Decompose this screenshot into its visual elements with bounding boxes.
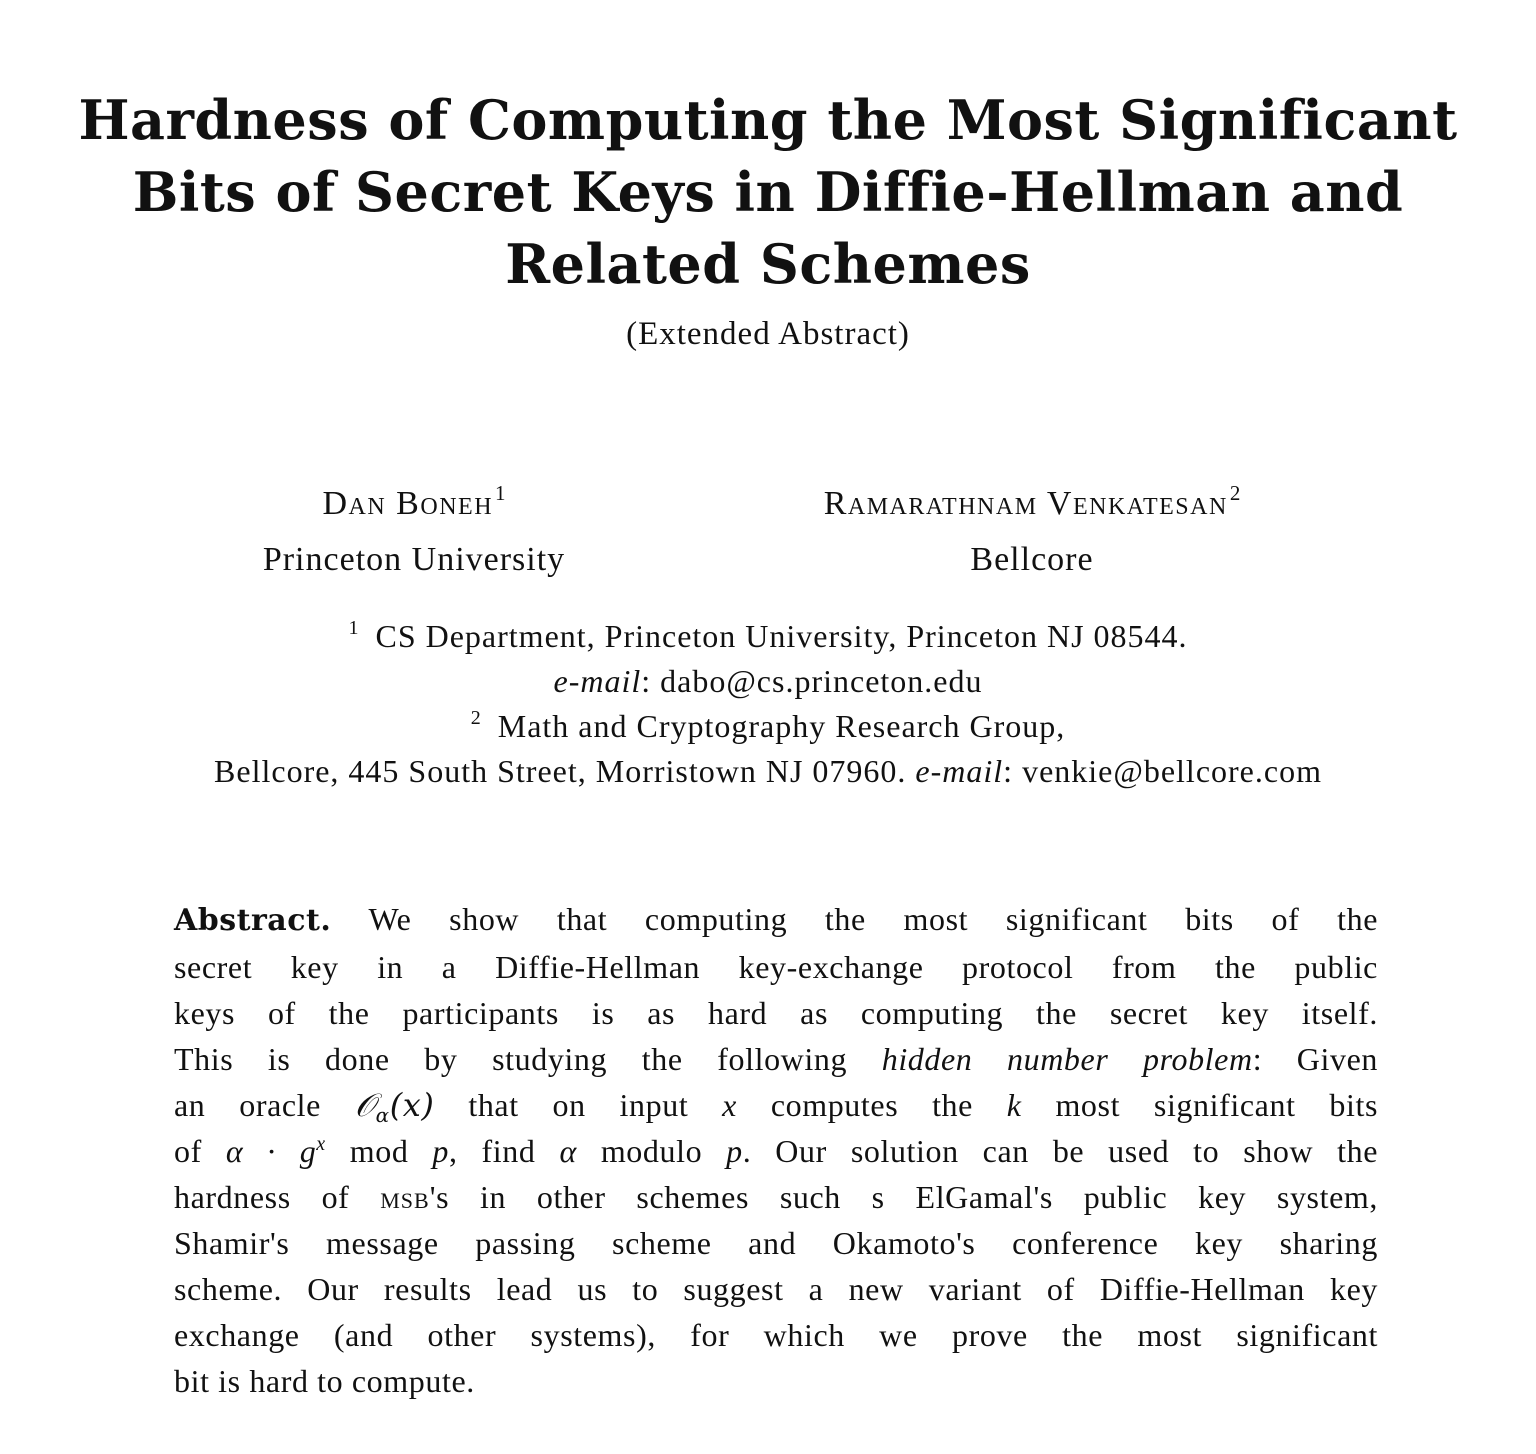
abstract-heading: Abstract.: [174, 903, 332, 938]
title-line: Hardness of Computing the Most Significant: [78, 88, 1458, 152]
abstract-line: bit is hard to compute.: [174, 1363, 475, 1399]
abstract-line: hardness of msb's in other schemes such s ElGamal's public key system,: [174, 1179, 1378, 1215]
author-footnote-mark: 1: [495, 481, 506, 505]
footnote-1-email: [60, 659, 1476, 704]
footnote-mark: 1: [348, 617, 360, 639]
abstract-line: keys of the participants is as hard as computing the secret key itself.: [174, 995, 1378, 1031]
author-block: [214, 476, 614, 588]
paper-subtitle: (Extended Abstract): [626, 316, 910, 352]
email-label: e-mail: [915, 753, 1004, 789]
author-affiliation: Princeton University: [262, 541, 566, 578]
math-expression: $\alpha \cdot g^x$: [225, 1133, 326, 1169]
term-hidden-number-problem: hidden number problem: [881, 1041, 1253, 1077]
title-line: Bits of Secret Keys in Diffie-Hellman and: [132, 160, 1404, 224]
abstract: [174, 896, 1378, 1404]
abstract-line: scheme. Our results lead us to suggest a new variant of Diffie-Hellman key: [174, 1271, 1378, 1307]
author-affiliation: Bellcore: [970, 541, 1094, 578]
acronym-msb: msb: [380, 1179, 430, 1215]
email-address: : venkie@bellcore.com: [1003, 753, 1322, 789]
paper-title: [70, 84, 1466, 300]
author-footnote-mark: 2: [1229, 481, 1241, 505]
email-address: : dabo@cs.princeton.edu: [641, 663, 983, 699]
abstract-line: exchange (and other systems), for which we prove the most significant: [174, 1317, 1378, 1353]
author-name: Dan Boneh$^1$: [322, 481, 506, 522]
footnote-mark: 2: [470, 707, 482, 729]
author-footnotes: [60, 614, 1476, 794]
title-line: Related Schemes: [505, 232, 1031, 296]
abstract-line: secret key in a Diffie-Hellman key-exchange protocol from the public: [174, 949, 1378, 985]
footnote-2-address: Bellcore, 445 South Street, Morristown NJ 07960. e-mail: venkie@bellcore.com: [214, 753, 1322, 789]
author-block: [714, 476, 1350, 588]
email-label: e-mail: [553, 663, 642, 699]
oracle-symbol: 𝒪$_\alpha$(x): [354, 1086, 435, 1127]
footnote-1: $^1$ CS Department, Princeton University, Princeton NJ 08544.: [348, 617, 1188, 654]
footnote-2: $^2$ Math and Cryptography Research Group,: [470, 707, 1066, 744]
abstract-line: Abstract. We show that computing the most significant bits of the: [174, 901, 1378, 938]
author-name: Ramarathnam Venkatesan$^2$: [823, 481, 1241, 522]
abstract-line: Shamir's message passing scheme and Okamoto's conference key sharing: [174, 1225, 1378, 1261]
abstract-line: This is done by studying the following hidden number problem: Given: [174, 1041, 1378, 1077]
abstract-line: an oracle 𝒪$_\alpha$(x) that on input x computes the k most significant bits: [174, 1086, 1379, 1127]
abstract-line: of $\alpha \cdot g^x$ mod p, find α modulo p. Our solution can be used to show the: [174, 1133, 1379, 1169]
